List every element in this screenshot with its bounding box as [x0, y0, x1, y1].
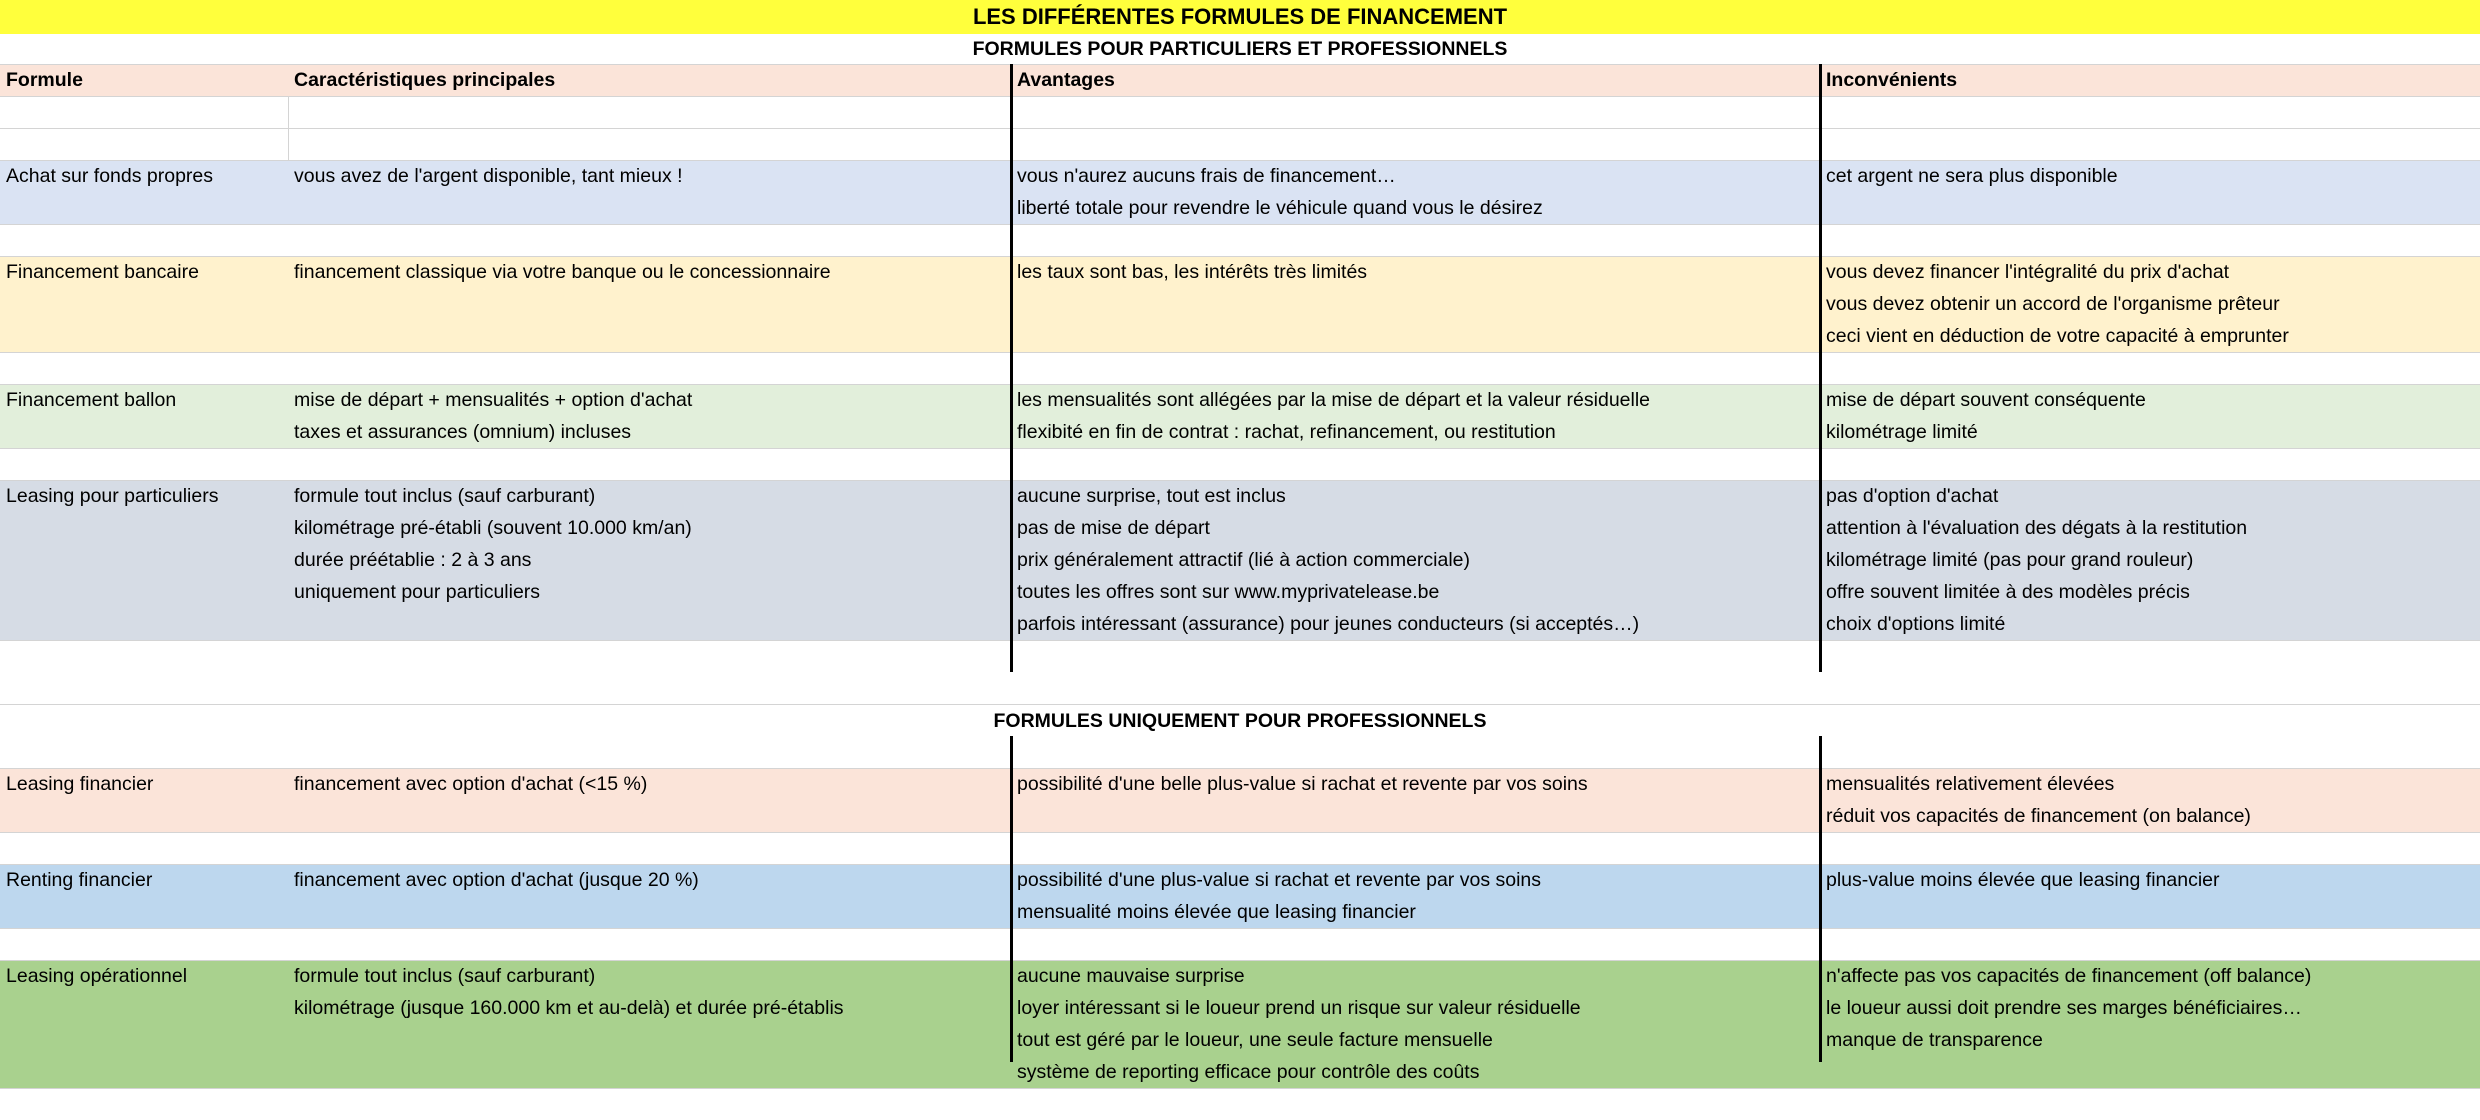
cell-inconvenients: le loueur aussi doit prendre ses marges bénéficiaires…: [1826, 997, 2302, 1019]
cell-avantages: liberté totale pour revendre le véhicule quand vous le désirez: [1017, 197, 1543, 219]
grid-line: [288, 96, 289, 160]
cell-inconvenients: plus-value moins élevée que leasing financier: [1826, 869, 2220, 891]
cell-avantages: vous n'aurez aucuns frais de financement…: [1017, 165, 1396, 187]
empty-row: [0, 1088, 2480, 1120]
empty-row: [0, 96, 2480, 128]
page-title-band: [0, 0, 2480, 34]
cell-inconvenients: vous devez financer l'intégralité du prix d'achat: [1826, 261, 2230, 283]
header-inconvenients: Inconvénients: [1826, 69, 1958, 91]
cell-formule: Financement bancaire: [6, 261, 199, 283]
cell-avantages: aucune surprise, tout est inclus: [1017, 485, 1286, 507]
cell-formule: Leasing opérationnel: [6, 965, 188, 987]
cell-avantages: les taux sont bas, les intérêts très limités: [1017, 261, 1368, 283]
empty-row: [0, 832, 2480, 864]
cell-inconvenients: vous devez obtenir un accord de l'organisme prêteur: [1826, 293, 2280, 315]
cell-caracteristiques: mise de départ + mensualités + option d'achat: [294, 389, 693, 411]
cell-avantages: tout est géré par le loueur, une seule facture mensuelle: [1017, 1029, 1493, 1051]
cell-inconvenients: ceci vient en déduction de votre capacité à emprunter: [1826, 325, 2289, 347]
empty-row: [0, 224, 2480, 256]
cell-formule: Financement ballon: [6, 389, 177, 411]
cell-avantages: mensualité moins élevée que leasing financier: [1017, 901, 1416, 923]
header-formule: Formule: [6, 69, 83, 91]
cell-caracteristiques: kilométrage (jusque 160.000 km et au-delà) et durée pré-établis: [294, 997, 844, 1019]
cell-avantages: loyer intéressant si le loueur prend un risque sur valeur résiduelle: [1017, 997, 1581, 1019]
cell-avantages: aucune mauvaise surprise: [1017, 965, 1245, 987]
page-title: LES DIFFÉRENTES FORMULES DE FINANCEMENT: [972, 4, 1508, 29]
cell-inconvenients: kilométrage limité (pas pour grand rouleur): [1826, 549, 2194, 571]
cell-inconvenients: choix d'options limité: [1826, 613, 2006, 635]
cell-caracteristiques: taxes et assurances (omnium) incluses: [294, 421, 632, 443]
cell-inconvenients: cet argent ne sera plus disponible: [1826, 165, 2118, 187]
cell-caracteristiques: kilométrage pré-établi (souvent 10.000 km/an): [294, 517, 692, 539]
column-divider: [1819, 64, 1822, 672]
cell-formule: Renting financier: [6, 869, 153, 891]
cell-caracteristiques: formule tout inclus (sauf carburant): [294, 965, 596, 987]
cell-inconvenients: manque de transparence: [1826, 1029, 2043, 1051]
cell-formule: Leasing financier: [6, 773, 154, 795]
cell-caracteristiques: financement avec option d'achat (jusque 20 %): [294, 869, 699, 891]
cell-caracteristiques: vous avez de l'argent disponible, tant mieux !: [294, 165, 683, 187]
cell-formule: Leasing pour particuliers: [6, 485, 219, 507]
cell-inconvenients: mise de départ souvent conséquente: [1826, 389, 2146, 411]
cell-avantages: possibilité d'une plus-value si rachat et revente par vos soins: [1017, 869, 1542, 891]
empty-row: [0, 352, 2480, 384]
cell-inconvenients: n'affecte pas vos capacités de financement (off balance): [1826, 965, 2312, 987]
cell-caracteristiques: formule tout inclus (sauf carburant): [294, 485, 596, 507]
cell-inconvenients: kilométrage limité: [1826, 421, 1978, 443]
empty-row: [0, 448, 2480, 480]
cell-inconvenients: réduit vos capacités de financement (on balance): [1826, 805, 2251, 827]
cell-avantages: parfois intéressant (assurance) pour jeunes conducteurs (si acceptés…): [1017, 613, 1640, 635]
section-title-band-particuliers: [0, 34, 2480, 64]
header-caracteristiques: Caractéristiques principales: [294, 69, 556, 91]
section-title-professionnels: FORMULES UNIQUEMENT POUR PROFESSIONNELS: [993, 709, 1487, 732]
cell-formule: Achat sur fonds propres: [6, 165, 214, 187]
cell-inconvenients: mensualités relativement élevées: [1826, 773, 2115, 795]
cell-inconvenients: attention à l'évaluation des dégats à la restitution: [1826, 517, 2248, 539]
header-avantages: Avantages: [1017, 69, 1115, 91]
cell-avantages: possibilité d'une belle plus-value si rachat et revente par vos soins: [1017, 773, 1588, 795]
cell-avantages: toutes les offres sont sur www.myprivatelease.be: [1017, 581, 1440, 603]
cell-caracteristiques: durée préétablie : 2 à 3 ans: [294, 549, 532, 571]
section-title-band-professionnels: [0, 704, 2480, 737]
cell-avantages: système de reporting efficace pour contrôle des coûts: [1017, 1061, 1480, 1083]
cell-inconvenients: offre souvent limitée à des modèles précis: [1826, 581, 2190, 603]
cell-avantages: flexibité en fin de contrat : rachat, refinancement, ou restitution: [1017, 421, 1556, 443]
cell-inconvenients: pas d'option d'achat: [1826, 485, 1999, 507]
empty-row: [0, 928, 2480, 960]
cell-caracteristiques: financement classique via votre banque ou le concessionnaire: [294, 261, 831, 283]
cell-avantages: les mensualités sont allégées par la mise de départ et la valeur résiduelle: [1017, 389, 1651, 411]
column-divider: [1010, 736, 1013, 1062]
section-title-particuliers: FORMULES POUR PARTICULIERS ET PROFESSIONNELS: [972, 37, 1508, 60]
cell-avantages: prix généralement attractif (lié à action commerciale): [1017, 549, 1471, 571]
column-divider: [1819, 736, 1822, 1062]
empty-row: [0, 128, 2480, 160]
column-divider: [1010, 64, 1013, 672]
cell-caracteristiques: uniquement pour particuliers: [294, 581, 541, 603]
cell-avantages: pas de mise de départ: [1017, 517, 1210, 539]
cell-caracteristiques: financement avec option d'achat (<15 %): [294, 773, 648, 795]
empty-row: [0, 640, 2480, 672]
